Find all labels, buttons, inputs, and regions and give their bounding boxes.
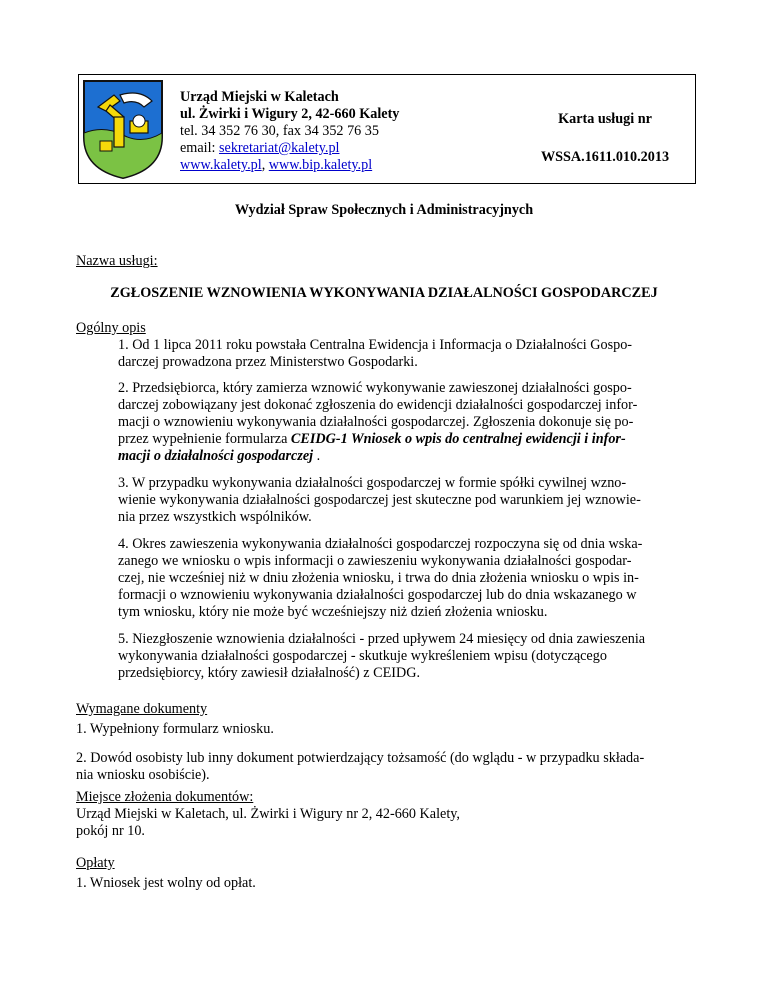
- d2-line: nia wniosku osobiście).: [76, 767, 210, 783]
- p4-line: czej, nie wcześniej niż w dniu złożenia wniosku, i trwa do dnia złożenia wniosku o wpis in-: [118, 570, 639, 586]
- p1-line: 1. Od 1 lipca 2011 roku powstała Centralna Ewidencja i Informacja o Działalności Gospo-: [118, 337, 633, 353]
- card-number: WSSA.1611.010.2013: [540, 149, 670, 165]
- p2-line: darczej zobowiązany jest dokonać zgłoszenia do ewidencji działalności gospodarczej infor-: [118, 397, 638, 413]
- submission-place-text: [76, 806, 708, 840]
- p2-line: 2. Przedsiębiorca, który zamierza wznowić wykonywanie zawieszonej działalności gospo-: [118, 380, 632, 396]
- p5-line: 5. Niezgłoszenie wznowienia działalności - przed upływem 24 miesięcy od dnia zawieszenia: [118, 631, 646, 647]
- www-separator: ,: [261, 157, 269, 173]
- office-contact-block: [180, 89, 500, 174]
- email-link[interactable]: sekretariat@kalety.pl: [219, 140, 340, 156]
- office-email-line: [180, 140, 500, 157]
- fees-heading: Opłaty: [76, 855, 115, 871]
- general-paragraph-3: [118, 475, 708, 526]
- p2-line: [118, 448, 708, 465]
- general-paragraph-5: [118, 631, 708, 682]
- form-name-emphasis: CEIDG-1 Wniosek o wpis do centralnej ewidencji i infor-: [290, 431, 626, 447]
- service-title: ZGŁOSZENIE WZNOWIENIA WYKONYWANIA DZIAŁALNOŚCI GOSPODARCZEJ: [110, 285, 658, 301]
- p3-line: 3. W przypadku wykonywania działalności gospodarczej w formie spółki cywilnej wzno-: [118, 475, 627, 491]
- document-item-2: [76, 750, 708, 784]
- general-paragraph-4: [118, 536, 708, 621]
- office-address: ul. Żwirki i Wigury 2, 42-660 Kalety: [180, 106, 400, 122]
- p2-text: .: [313, 448, 321, 464]
- submission-place-heading: Miejsce złożenia dokumentów:: [76, 789, 254, 805]
- office-name: Urząd Miejski w Kaletach: [180, 89, 339, 105]
- place-line: Urząd Miejski w Kaletach, ul. Żwirki i Wigury nr 2, 42-660 Kalety,: [76, 806, 460, 822]
- p1-line: darczej prowadzona przez Ministerstwo Gospodarki.: [118, 354, 418, 370]
- service-name-label: Nazwa usługi:: [76, 253, 158, 269]
- p4-line: tym wniosku, który nie może być wcześniejszy niż dzień złożenia wniosku.: [118, 604, 548, 620]
- p4-line: zanego we wniosku o wpis informacji o zawieszeniu wykonywania działalności gospodar-: [118, 553, 632, 569]
- p3-line: nia przez wszystkich wspólników.: [118, 509, 312, 525]
- office-phone-fax: tel. 34 352 76 30, fax 34 352 76 35: [180, 123, 379, 139]
- document-item-1: 1. Wypełniony formularz wniosku.: [76, 721, 274, 737]
- p4-line: 4. Okres zawieszenia wykonywania działalności gospodarczej rozpoczyna się od dnia wska-: [118, 536, 643, 552]
- email-label: email:: [180, 140, 220, 156]
- form-name-emphasis: macji o działalności gospodarczej: [118, 448, 314, 464]
- place-line: pokój nr 10.: [76, 823, 145, 839]
- www-link[interactable]: www.kalety.pl: [180, 157, 262, 173]
- p2-line: [118, 431, 708, 448]
- general-paragraph-2: [118, 380, 708, 465]
- card-label: Karta usługi nr: [558, 111, 652, 127]
- fee-item-1: 1. Wniosek jest wolny od opłat.: [76, 875, 256, 891]
- p5-line: wykonywania działalności gospodarczej - skutkuje wykreśleniem wpisu (dotyczącego: [118, 648, 607, 664]
- d2-line: 2. Dowód osobisty lub inny dokument potwierdzający tożsamość (do wglądu - w przypadku składa-: [76, 750, 645, 766]
- bip-link[interactable]: www.bip.kalety.pl: [268, 157, 373, 173]
- general-paragraph-1: [118, 337, 708, 371]
- kalety-crest-icon: [80, 77, 166, 181]
- p5-line: przedsiębiorcy, który zawiesił działalność) z CEIDG.: [118, 665, 421, 681]
- general-description-heading: Ogólny opis: [76, 320, 146, 336]
- p2-line: macji o wznowieniu wykonywania działalności gospodarczej. Zgłoszenia dokonuje się po-: [118, 414, 634, 430]
- office-www-line: [180, 157, 500, 174]
- p4-line: formacji o wznowieniu wykonywania działalności gospodarczej lub do dnia wskazanego w: [118, 587, 637, 603]
- required-documents-heading: Wymagane dokumenty: [76, 701, 208, 717]
- p2-text: przez wypełnienie formularza: [118, 431, 291, 447]
- department-title: Wydział Spraw Społecznych i Administracyjnych: [234, 202, 534, 218]
- p3-line: wienie wykonywania działalności gospodarczej jest skuteczne pod warunkiem jej wznowie-: [118, 492, 641, 508]
- service-card-block: [520, 111, 690, 166]
